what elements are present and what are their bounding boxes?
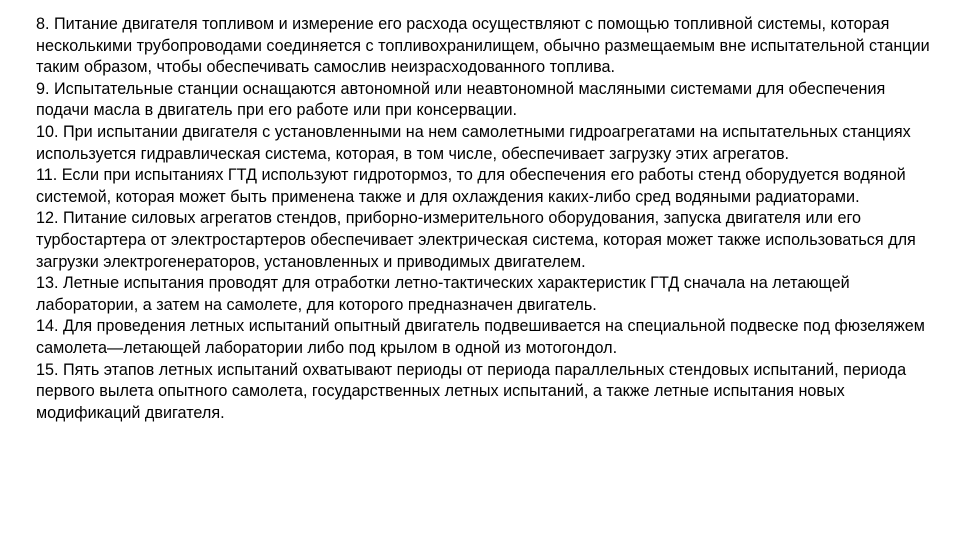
paragraph-item-14: 14. Для проведения летных испытаний опытный двигатель подвешивается на специальной подвеске под фюзеляжем самолета—летающей лаборатории либо под крылом в одной из мотогондол. — [36, 317, 925, 357]
paragraph-item-12: 12. Питание силовых агрегатов стендов, приборно-измерительного оборудования, запуска двигателя или его турбостартера от электростартеров обеспечивает электрическая система, которая может также использоваться для загрузки электрогенераторов, установленных и приводимых двигателем. — [36, 209, 916, 271]
paragraph-item-8: 8. Питание двигателя топливом и измерение его расхода осуществляют с помощью топливной системы, которая несколькими трубопроводами соединяется с топливохранилищем, обычно размещаемым вне испытательной станции таким образом, чтобы обеспечивать самослив неизрасходованного топлива. — [36, 15, 930, 77]
paragraph-item-15: 15. Пять этапов летных испытаний охватывают периоды от периода параллельных стендовых испытаний, периода первого вылета опытного самолета, государственных летных испытаний, а также летные испытания новых модификаций двигателя. — [36, 360, 907, 422]
paragraph-item-11: 11. Если при испытаниях ГТД используют гидротормоз, то для обеспечения его работы стенд оборудуется водяной системой, которая может быть применена также и для охлаждения каких-либо сред водяными радиаторами. — [36, 166, 906, 206]
paragraph-item-13: 13. Летные испытания проводят для отработки летно-тактических характеристик ГТД сначала на летающей лаборатории, а затем на самолете, для которого предназначен двигатель. — [36, 274, 850, 314]
paragraph-item-9: 9. Испытательные станции оснащаются автономной или неавтономной масляными системами для обеспечения подачи масла в двигатель при его работе или при консервации. — [36, 79, 886, 120]
paragraph-item-10: 10. При испытании двигателя с установленными на нем самолетными гидроагрегатами на испытательных станциях используется гидравлическая система, которая, в том числе, обеспечивает загрузку этих агрегатов. — [36, 122, 911, 163]
